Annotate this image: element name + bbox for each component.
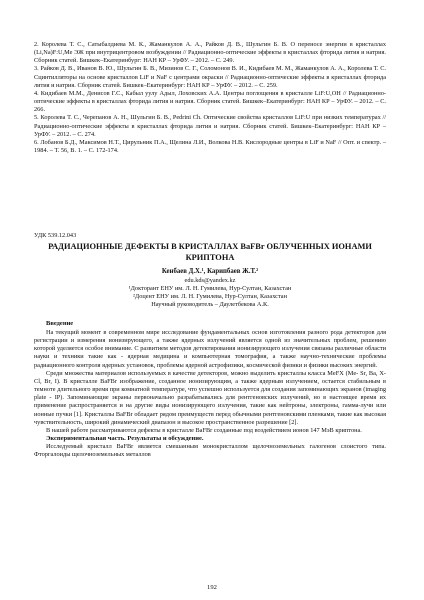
reference-item: 5. Королева Т. С., Черепанов А. Н., Шульгин Б. В., Pedrini Ch. Оптические свойства кристаллов LiF:U при низких температурах // Радиационно-оптические эффекты в кристаллах фторида лития и натрия. Сборник статей. Бишкек–Екатеринбург: НАН КР – УрФУ. – 2012. – С. 274. [34,114,386,138]
supervisor-line: Научный руководитель – Даулетбекова А.К. [151,301,269,308]
reference-item: 4. Кидибаев М.М., Денисов Г.С., Кабыл уулу Адыл, Лоховских А.А. Центры поглощения в кристалле LiF:U,OH // Радиационно-оптические эффекты в кристаллах фторида лития и натрия. Сборник статей. Бишкек–Екатеринбург: НАН КР – УрФУ. – 2012. – С. 266. [34,89,386,114]
body-paragraph: На текущий момент в современном мире исследование фундаментальных основ изготовления разного рода детекторов для регистрации и измерения ионизирующего, а также ядерных излучений является одной из значительных проблем, решению которой уделяется особое внимание. С развитием методов детектирования ионизирующего излучения связаны различные области науки и техники такие как - ядерная медицина и компьютерная томография, а также научно-технические проблемы радиационного контроля ядерных установок, проблемы ядерной астрофизики, космической физики и физики высоких энергий. [34,329,386,369]
reference-item: 3. Райков Д. В., Иванов В. Ю., Шульгин Б. В., Мизинов С. Г., Соломонов В. И., Кидибаев М. М., Жаманкулов А. А., Королева Т. С. Сцинтилляторы на основе кристаллов LiF и NaF с центрами окраски // Радиационно-оптические эффекты в кристаллах фторида лития и натрия. Сборник статей. Бишкек–Екатеринбург: НАН КР – УрФУ. – 2012. – С. 259. [34,65,386,89]
affiliation-2: ²Доцент ЕНУ им. Л. Н. Гумилева, Нур-Султан, Казахстан [133,293,287,300]
section-heading-experimental: Экспериментальная часть. Результаты и обсуждение. [46,435,204,443]
section-heading-introduction: Введение [46,320,74,327]
reference-item: 2. Королева Т. С., Сатыбалдиева М. К., Жаманкулов А. А., Райков Д. В., Шульгин Б. В. О переносе энергии в кристаллах (Li,Na)F:U,Me ЭЖ при внутрицентровом возбуждении // Радиационно-оптические эффекты в кристаллах фторида лития и натрия. Сборник статей. Бишкек–Екатеринбург: НАН КР – УрФУ. – 2012. – С. 249. [34,41,386,65]
page-number: 192 [207,584,217,591]
author-names: Кенбаев Д.Х.¹, Карипбаев Ж.Т.² [161,268,259,275]
body-paragraph: В нашей работе рассматриваются дефекты в кристалле BaFBr созданные под воздействием ионов 147 МэВ криптона. [46,426,362,434]
reference-item: 6. Лобанов Б.Д., Максимов Н.Т., Цирульник П.А., Щелина Л.И., Волкова Н.В. Кислородные центры в LiF и NaF // Опт. и спектр. – 1984. – Т. 56, В. 1. – С. 172-174. [34,138,386,155]
paper-title [34,242,386,263]
udc-code: УДК 539.12.043 [34,232,77,239]
paper-title-line: РАДИАЦИОННЫЕ ДЕФЕКТЫ В КРИСТАЛЛАХ BaFBr ОБЛУЧЕННЫХ ИОНАМИ [48,242,372,251]
body-paragraph: Исследуемый кристалл BaFBr является смешанным монокристаллом щелочноземельных галогенов слоистого типа. Фторгалоиды щелочноземельных металлов [34,443,386,459]
author-email: edu.kds@yandex.kz [184,277,236,284]
body-paragraph: Среди множества материалов используемых в качестве детекторов, можно выделить кристаллы класса MeFX (Me- Sr, Ba, X-Cl, Br, I). В кристалле BaFBr изображение, созданное ионизирующим, а также ядерным излучением, остается стабильным в темноте длительного время при комнатной температуре, что успешно используется для создания запоминающих экранов (imaging plate - IP). Запоминающие экраны первоначально разрабатывались для рентгеновских излучений, но в настоящее время их применение распространяется и на другие виды ионизирующего излучения, такие как нейтроны, электроны, гамма-лучи или ионные пучки [1]. Кристаллы BaFBr обладает рядом преимуществ перед обычными рентгеновскими пленками, такие как высокая чувствительность, широкий динамический диапазон и высокое пространственное разрешение [2]. [34,369,386,426]
paper-title-line: КРИПТОНА [185,252,235,262]
introduction-body [34,329,386,460]
reference-list [34,41,386,155]
affiliation-1: ¹Докторант ЕНУ им. Л. Н. Гумилева, Нур-Султан, Казахстан [128,285,292,292]
